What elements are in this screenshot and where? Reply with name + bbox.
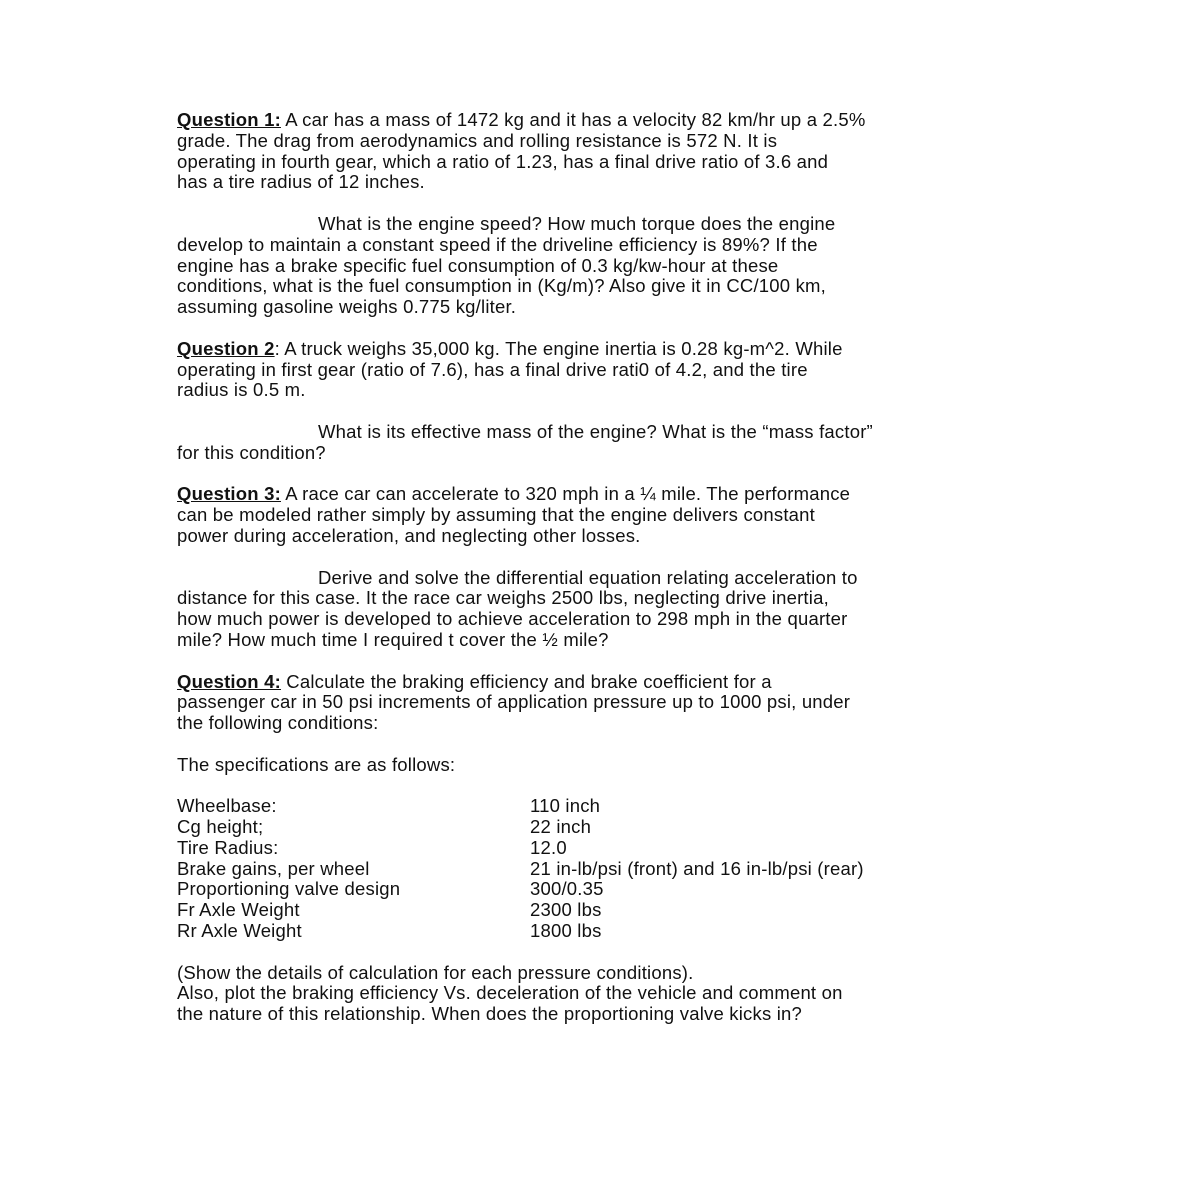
spec-key: Fr Axle Weight	[177, 899, 300, 921]
question-3-label: Question 3:	[177, 483, 281, 505]
spec-row	[177, 838, 864, 859]
spec-row	[177, 859, 864, 880]
spec-value: 1800 lbs	[530, 920, 602, 942]
spec-row	[177, 900, 864, 921]
spec-row	[177, 879, 864, 900]
spec-key: Cg height;	[177, 816, 264, 838]
question-2-prompt: What is its effective mass of the engine? What is the “mass factor” for this condition?	[177, 420, 873, 463]
question-4-label: Question 4:	[177, 670, 281, 692]
question-4-intro: Question 4: Calculate the braking efficiency and brake coefficient for a passenger car in 50 psi increments of application pressure up to 1000 psi, under the following conditions:	[177, 670, 851, 734]
spec-value: 300/0.35	[530, 878, 604, 900]
question-1-prompt: What is the engine speed? How much torque does the engine develop to maintain a constant speed if the driveline efficiency is 89%? If the engine has a brake specific fuel consumption of 0.3 kg/kw-hour at these conditions, what is the fuel consumption in (Kg/m)? Also give it in CC/100 km, assuming gasoline weighs 0.775 kg/liter.	[177, 212, 836, 318]
spec-key: Rr Axle Weight	[177, 920, 302, 942]
question-2-intro: Question 2: A truck weighs 35,000 kg. The engine inertia is 0.28 kg-m^2. While operating in first gear (ratio of 7.6), has a final drive rati0 of 4.2, and the tire radius is 0.5 m.	[177, 337, 843, 401]
spec-key: Brake gains, per wheel	[177, 857, 370, 879]
spec-value: 12.0	[530, 836, 567, 858]
spec-value: 21 in-lb/psi (front) and 16 in-lb/psi (rear)	[530, 857, 864, 879]
question-3-prompt: Derive and solve the differential equation relating acceleration to distance for this case. It the race car weighs 2500 lbs, neglecting drive inertia, how much power is developed to achieve acceleration to 298 mph in the quarter mile? How much time I required t cover the ½ mile?	[177, 566, 858, 650]
spec-table	[177, 796, 864, 942]
document-page	[177, 110, 1057, 1046]
spec-value: 110 inch	[530, 795, 601, 817]
question-1-intro: Question 1: A car has a mass of 1472 kg and it has a velocity 82 km/hr up a 2.5% grade. The drag from aerodynamics and rolling resistance is 572 N. It is operating in fourth gear, which a ratio of 1.23, has a final drive ratio of 3.6 and has a tire radius of 12 inches.	[177, 109, 866, 193]
spec-row	[177, 796, 864, 817]
question-2-label: Question 2	[177, 337, 275, 359]
spec-key: Wheelbase:	[177, 795, 277, 817]
question-4-closing: (Show the details of calculation for each pressure conditions). Also, plot the braking efficiency Vs. deceleration of the vehicle and comment on the nature of this relationship. When does the proportioning valve kicks in?	[177, 961, 843, 1025]
spec-key: Proportioning valve design	[177, 878, 401, 900]
spec-value: 22 inch	[530, 816, 592, 838]
spec-row	[177, 921, 864, 942]
spec-value: 2300 lbs	[530, 899, 602, 921]
spec-heading: The specifications are as follows:	[177, 753, 456, 775]
question-1-label: Question 1:	[177, 109, 281, 130]
question-3-intro: Question 3: A race car can accelerate to 320 mph in a ¼ mile. The performance can be modeled rather simply by assuming that the engine delivers constant power during acceleration, and neglecting other losses.	[177, 483, 851, 546]
spec-row	[177, 817, 864, 838]
spec-key: Tire Radius:	[177, 836, 279, 858]
